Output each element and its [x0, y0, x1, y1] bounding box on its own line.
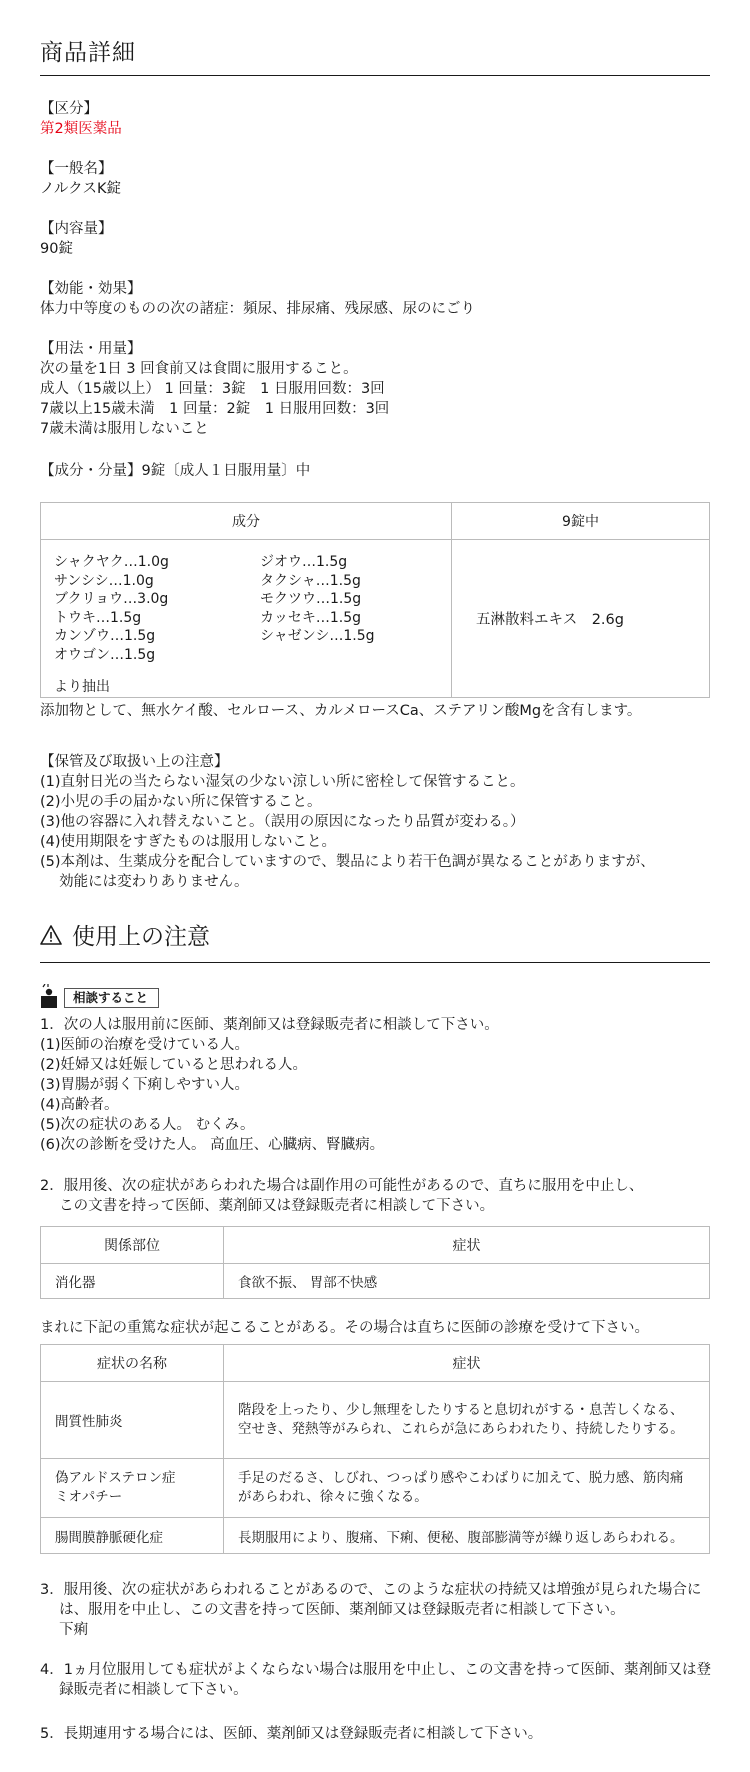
precaution-line: 4．1ヵ月位服用しても症状がよくならない場合は服用を中止し、この文書を持って医師、薬剤師又は登	[40, 1662, 711, 1678]
consult-label: 相談すること	[64, 988, 159, 1008]
precaution-item-2	[40, 1176, 710, 1216]
severe-table-wrap	[40, 1344, 710, 1554]
precaution-line: 1．次の人は服用前に医師、薬剤師又は登録販売者に相談して下さい。	[40, 1017, 499, 1033]
precaution-line: は、服用を中止し、この文書を持って医師、薬剤師又は登録販売者に相談して下さい。	[40, 1602, 625, 1618]
precaution-item-3	[40, 1580, 710, 1640]
ingredients-list-cell	[41, 540, 452, 698]
precaution-line: (2)妊婦又は妊娠していると思われる人。	[40, 1057, 308, 1073]
severe-name: 偽アルドステロン症 ミオパチー	[41, 1459, 224, 1518]
ingredient-item: ジオウ…1.5g	[260, 554, 348, 570]
generic-name-section	[40, 159, 710, 199]
ingredient-item: ブクリョウ…3.0g	[54, 591, 169, 607]
precaution-item-4	[40, 1660, 710, 1700]
extracted-from-text: より抽出	[54, 679, 110, 695]
ingredient-item: タクシャ…1.5g	[260, 572, 361, 589]
ingredient-item: オウゴン…1.5g	[54, 646, 156, 663]
precaution-line: 3．服用後、次の症状があらわれることがあるので、このような症状の持続又は増強が見られた場合に	[40, 1582, 702, 1598]
table-row	[41, 1382, 710, 1459]
ingredient-item: シャクヤク…1.0g	[54, 554, 169, 570]
content-amount-value: 90錠	[40, 241, 73, 257]
precaution-line: 2．服用後、次の症状があらわれた場合は副作用の可能性があるので、直ちに服用を中止し、	[40, 1178, 644, 1194]
extract-cell: 五淋散料エキス 2.6g	[452, 540, 710, 698]
ingredients-table	[40, 502, 710, 698]
category-label: 【区分】	[40, 101, 98, 117]
precautions-divider	[40, 962, 710, 963]
ingredient-item: カッセキ…1.5g	[260, 609, 362, 626]
ingredients-col-component: 成分	[41, 503, 452, 540]
storage-line: (1)直射日光の当たらない湿気の少ない涼しい所に密栓して保管すること。	[40, 774, 525, 790]
severe-col-name: 症状の名称	[41, 1345, 224, 1382]
dosage-line: 7歳以上15歳未満 1 回量：2錠 1 日服用回数：3回	[40, 401, 390, 417]
dosage-line: 次の量を1日 3 回食前又は食間に服用すること。	[40, 361, 358, 377]
precaution-line: (6)次の診断を受けた人。 高血圧、心臓病、腎臓病。	[40, 1137, 385, 1153]
storage-label: 【保管及び取扱い上の注意】	[40, 754, 229, 770]
dosage-label: 【用法・用量】	[40, 341, 142, 357]
consult-tag	[40, 984, 159, 1008]
precaution-line: (4)高齢者。	[40, 1097, 119, 1113]
generic-name-label: 【一般名】	[40, 161, 113, 177]
warning-icon	[40, 925, 62, 945]
side-effects-table	[40, 1226, 710, 1299]
precaution-line: この文書を持って医師、薬剤師又は登録販売者に相談して下さい。	[40, 1198, 495, 1214]
precaution-line: (1)医師の治療を受けている人。	[40, 1037, 250, 1053]
ingredient-item: シャゼンシ…1.5g	[260, 628, 375, 644]
content-amount-section	[40, 219, 710, 259]
dosage-line: 成人（15歳以上） 1 回量：3錠 1 日服用回数：3回	[40, 381, 385, 397]
precaution-line: (5)次の症状のある人。 むくみ。	[40, 1117, 255, 1133]
precaution-line: 5．長期連用する場合には、医師、薬剤師又は登録販売者に相談して下さい。	[40, 1726, 543, 1742]
content-amount-label: 【内容量】	[40, 221, 113, 237]
severe-symptom: 手足のだるさ、しびれ、つっぱり感やこわばりに加えて、脱力感、筋肉痛があらわれ、徐々に強くなる。	[224, 1459, 710, 1518]
precaution-item-5	[40, 1724, 710, 1744]
storage-section	[40, 752, 710, 892]
category-section	[40, 99, 710, 139]
ingredients-col-amount: 9錠中	[452, 503, 710, 540]
severe-col-symptom: 症状	[224, 1345, 710, 1382]
title-divider	[40, 75, 710, 76]
effects-value: 体力中等度のものの次の諸症：頻尿、排尿痛、残尿感、尿のにごり	[40, 301, 475, 317]
additives-text: 添加物として、無水ケイ酸、セルロース、カルメロースCa、ステアリン酸Mgを含有します。	[40, 703, 642, 719]
dosage-line: 7歳未満は服用しないこと	[40, 421, 209, 437]
precautions-heading	[40, 918, 210, 951]
storage-line: (5)本剤は、生薬成分を配合していますので、製品により若干色調が異なることがありますが、	[40, 854, 655, 870]
precaution-line: 下痢	[40, 1622, 89, 1638]
ingredients-heading: 【成分・分量】9錠〔成人１日服用量〕中	[40, 463, 311, 479]
table-row	[41, 1264, 710, 1299]
effects-label: 【効能・効果】	[40, 281, 142, 297]
ingredient-item: トウキ…1.5g	[54, 609, 142, 626]
precaution-item-1	[40, 1015, 710, 1155]
ingredients-table-wrap	[40, 502, 710, 698]
dosage-section	[40, 339, 710, 439]
side-effects-table-wrap	[40, 1226, 710, 1299]
ingredient-item: モクツウ…1.5g	[260, 591, 362, 607]
category-value: 第2類医薬品	[40, 121, 122, 137]
severe-symptom: 階段を上ったり、少し無理をしたりすると息切れがする・息苦しくなる、空せき、発熱等がみられ、これらが急にあらわれたり、持続したりする。	[224, 1382, 710, 1459]
side-effects-col-symptom: 症状	[224, 1227, 710, 1264]
table-row	[41, 1459, 710, 1518]
ingredient-item: カンゾウ…1.5g	[54, 628, 156, 644]
consult-person-icon	[40, 984, 58, 1008]
effects-section	[40, 279, 710, 319]
severe-symptom: 長期服用により、腹痛、下痢、便秘、腹部膨満等が繰り返しあらわれる。	[224, 1518, 710, 1554]
ingredient-item: サンシシ…1.0g	[54, 572, 154, 589]
storage-line: (4)使用期限をすぎたものは服用しないこと。	[40, 834, 337, 850]
storage-line: (2)小児の手の届かない所に保管すること。	[40, 794, 322, 810]
severe-name: 腸間膜静脈硬化症	[41, 1518, 224, 1554]
rare-note: まれに下記の重篤な症状が起こることがある。その場合は直ちに医師の診療を受けて下さい。	[40, 1320, 649, 1336]
generic-name-value: ノルクスK錠	[40, 181, 121, 197]
table-row	[41, 1518, 710, 1554]
severe-name: 間質性肺炎	[41, 1382, 224, 1459]
side-effect-symptom: 食欲不振、 胃部不快感	[224, 1264, 710, 1299]
storage-line: 効能には変わりありません。	[40, 874, 249, 890]
page-title: 商品詳細	[40, 40, 136, 66]
side-effects-col-part: 関係部位	[41, 1227, 224, 1264]
storage-line: (3)他の容器に入れ替えないこと。（誤用の原因になったり品質が変わる。）	[40, 814, 525, 830]
severe-symptoms-table	[40, 1344, 710, 1554]
precautions-title: 使用上の注意	[72, 924, 210, 950]
side-effect-part: 消化器	[41, 1264, 224, 1299]
precaution-line: 録販売者に相談して下さい。	[40, 1682, 248, 1698]
precaution-line: (3)胃腸が弱く下痢しやすい人。	[40, 1077, 250, 1093]
